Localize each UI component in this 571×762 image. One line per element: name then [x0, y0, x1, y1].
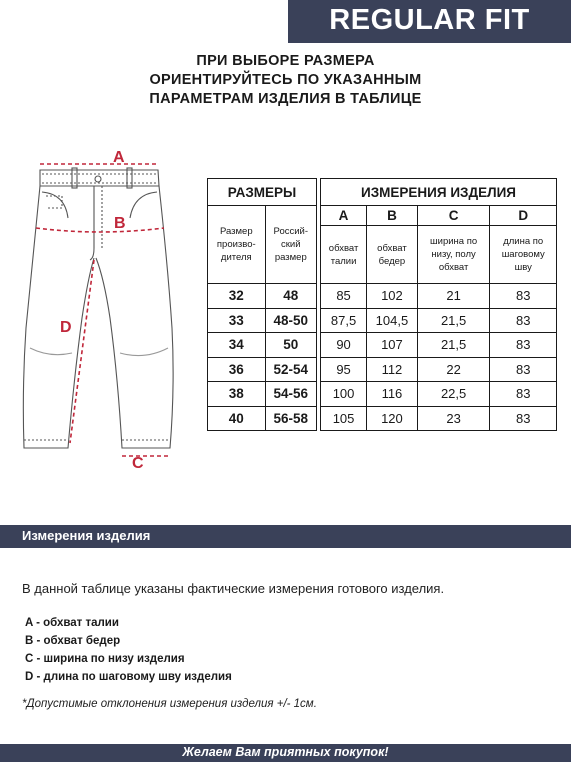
- value-cell: 22,5: [417, 382, 490, 407]
- sizes-table: [207, 178, 317, 431]
- measurements-table: [320, 178, 557, 431]
- size-cell: 48-50: [265, 308, 316, 333]
- value-cell: 116: [367, 382, 418, 407]
- size-cell: 56-58: [265, 406, 316, 431]
- table-row: [321, 357, 557, 382]
- value-cell: 87,5: [321, 308, 367, 333]
- description-line: талии: [330, 255, 357, 267]
- value-cell: 21,5: [417, 333, 490, 358]
- value-cell: 22: [417, 357, 490, 382]
- headline-line: ОРИЕНТИРУЙТЕСЬ ПО УКАЗАННЫМ: [149, 72, 422, 88]
- description-line: обхват: [328, 242, 359, 254]
- table-row: [321, 308, 557, 333]
- measurements-table-title: ИЗМЕРЕНИЯ ИЗДЕЛИЯ: [321, 179, 557, 206]
- size-cell: 36: [208, 357, 266, 382]
- letter-header: C: [417, 206, 490, 226]
- size-cell: 34: [208, 333, 266, 358]
- table-row: [321, 382, 557, 407]
- size-cell: 50: [265, 333, 316, 358]
- headline-line: ПАРАМЕТРАМ ИЗДЕЛИЯ В ТАБЛИЦЕ: [149, 91, 422, 107]
- description-line: ширина по: [430, 236, 478, 247]
- description-line: бедер: [378, 255, 406, 267]
- label-c: C: [132, 455, 144, 472]
- table-row: [208, 308, 317, 333]
- description-cell: [417, 226, 490, 284]
- section-title: Измерения изделия: [22, 528, 151, 543]
- size-cell: 54-56: [265, 382, 316, 407]
- table-row: [208, 382, 317, 407]
- value-cell: 83: [490, 284, 557, 309]
- value-cell: 83: [490, 333, 557, 358]
- jeans-diagram: [10, 148, 190, 473]
- size-cell: 52-54: [265, 357, 316, 382]
- value-cell: 100: [321, 382, 367, 407]
- header-line: Россий-: [273, 226, 309, 237]
- legend-item: A - обхват талии: [25, 617, 119, 629]
- letter-header: A: [321, 206, 367, 226]
- value-cell: 21: [417, 284, 490, 309]
- top-banner: [0, 0, 571, 43]
- header-line: Размер: [219, 226, 253, 237]
- russian-size-header: [265, 206, 316, 284]
- footer-text: Желаем Вам приятных покупок!: [182, 745, 389, 759]
- footer-banner: [0, 744, 571, 762]
- size-cell: 32: [208, 284, 266, 309]
- description-line: обхват: [377, 242, 407, 254]
- label-a: A: [113, 149, 125, 166]
- legend-item: D - длина по шаговому шву изделия: [25, 671, 232, 683]
- description-line: длина по: [503, 236, 544, 247]
- table-row: [208, 406, 317, 431]
- description-line: обхват: [438, 262, 469, 273]
- legend-item: B - обхват бедер: [25, 635, 121, 647]
- letter-header: D: [490, 206, 557, 226]
- value-cell: 95: [321, 357, 367, 382]
- label-b: B: [114, 215, 126, 232]
- description-line: шву: [514, 262, 532, 273]
- value-cell: 107: [367, 333, 418, 358]
- table-row: [208, 284, 317, 309]
- headline: [0, 52, 571, 109]
- manufacturer-size-header: [208, 206, 266, 284]
- size-cell: 48: [265, 284, 316, 309]
- size-cell: 40: [208, 406, 266, 431]
- description-line: низу, полу: [431, 249, 476, 260]
- table-row: [321, 284, 557, 309]
- value-cell: 85: [321, 284, 367, 309]
- value-cell: 23: [417, 406, 490, 431]
- description-cell: [490, 226, 557, 284]
- intro-text: В данной таблице указаны фактические измерения готового изделия.: [22, 581, 445, 596]
- measurement-legend: [25, 614, 232, 686]
- label-d: D: [60, 319, 72, 336]
- value-cell: 102: [367, 284, 418, 309]
- sizes-table-title: РАЗМЕРЫ: [208, 179, 317, 206]
- value-cell: 83: [490, 357, 557, 382]
- value-cell: 83: [490, 308, 557, 333]
- section-header: [0, 525, 571, 548]
- value-cell: 21,5: [417, 308, 490, 333]
- value-cell: 83: [490, 406, 557, 431]
- table-row: [321, 333, 557, 358]
- table-row: [208, 357, 317, 382]
- table-row: [321, 406, 557, 431]
- header-line: произво-: [216, 239, 256, 250]
- value-cell: 104,5: [367, 308, 418, 333]
- letter-header: B: [367, 206, 418, 226]
- legend-item: C - ширина по низу изделия: [25, 653, 185, 665]
- value-cell: 112: [367, 357, 418, 382]
- fit-title: REGULAR FIT: [329, 4, 530, 36]
- value-cell: 90: [321, 333, 367, 358]
- value-cell: 83: [490, 382, 557, 407]
- headline-line: ПРИ ВЫБОРЕ РАЗМЕРА: [196, 53, 375, 69]
- header-line: размер: [274, 252, 307, 263]
- header-line: дителя: [220, 252, 252, 263]
- size-cell: 38: [208, 382, 266, 407]
- tolerance-note: *Допустимые отклонения измерения изделия +/- 1см.: [22, 698, 317, 710]
- description-cell: [321, 226, 367, 284]
- value-cell: 105: [321, 406, 367, 431]
- description-cell: [367, 226, 418, 284]
- size-cell: 33: [208, 308, 266, 333]
- table-row: [208, 333, 317, 358]
- header-line: ский: [281, 239, 301, 250]
- description-line: шаговому: [501, 249, 545, 260]
- value-cell: 120: [367, 406, 418, 431]
